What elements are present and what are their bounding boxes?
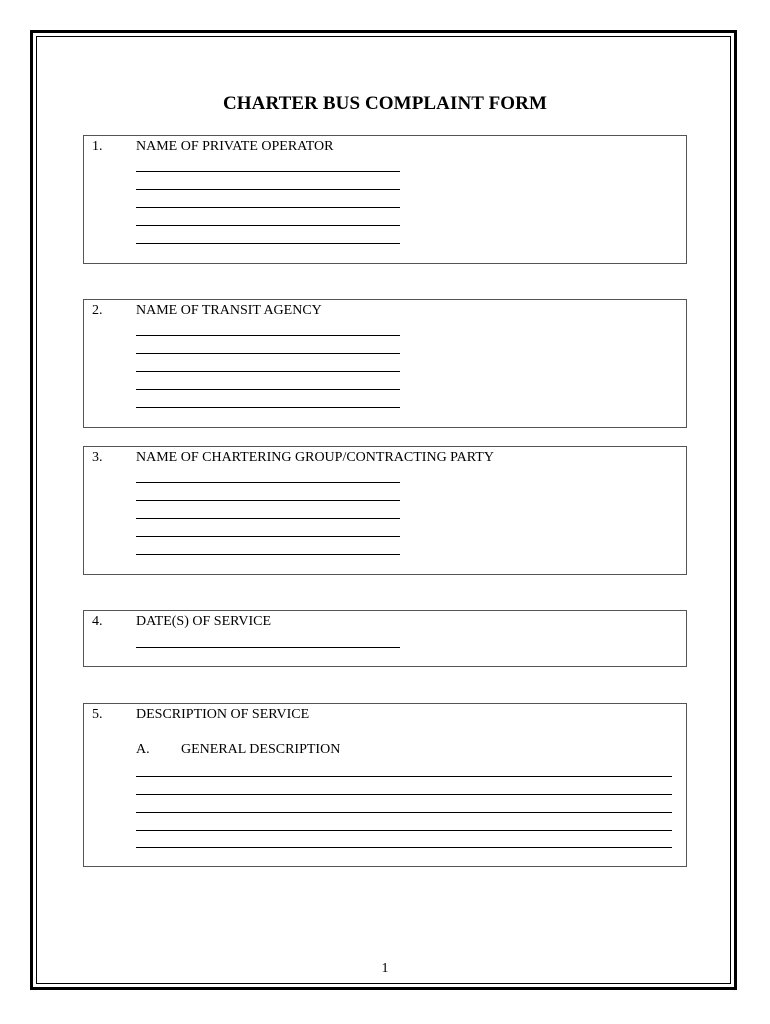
write-in-line[interactable] xyxy=(136,500,400,501)
write-in-line[interactable] xyxy=(136,171,400,172)
section-number: 1. xyxy=(92,139,103,154)
write-in-line[interactable] xyxy=(136,353,400,354)
write-in-line[interactable] xyxy=(136,207,400,208)
write-in-line[interactable] xyxy=(136,647,400,648)
write-in-line[interactable] xyxy=(136,830,672,831)
write-in-line[interactable] xyxy=(136,554,400,555)
write-in-line[interactable] xyxy=(136,189,400,190)
write-in-line[interactable] xyxy=(136,536,400,537)
subsection-label: GENERAL DESCRIPTION xyxy=(181,742,341,757)
section-number: 5. xyxy=(92,707,103,722)
section-number: 2. xyxy=(92,303,103,318)
write-in-line[interactable] xyxy=(136,518,400,519)
write-in-line[interactable] xyxy=(136,389,400,390)
write-in-line[interactable] xyxy=(136,225,400,226)
form-title: CHARTER BUS COMPLAINT FORM xyxy=(222,93,548,114)
page-number: 1 xyxy=(381,961,389,976)
subsection-letter: A. xyxy=(136,742,150,757)
section-label: NAME OF CHARTERING GROUP/CONTRACTING PARTY xyxy=(136,450,494,465)
section-transit-agency xyxy=(83,299,687,428)
section-label: NAME OF PRIVATE OPERATOR xyxy=(136,139,334,154)
write-in-line[interactable] xyxy=(136,482,400,483)
write-in-line[interactable] xyxy=(136,847,672,848)
section-dates-of-service xyxy=(83,610,687,667)
section-number: 4. xyxy=(92,614,103,629)
write-in-line[interactable] xyxy=(136,407,400,408)
section-chartering-group xyxy=(83,446,687,575)
write-in-line[interactable] xyxy=(136,243,400,244)
section-number: 3. xyxy=(92,450,103,465)
section-label: DATE(S) OF SERVICE xyxy=(136,614,271,629)
write-in-line[interactable] xyxy=(136,794,672,795)
section-label: DESCRIPTION OF SERVICE xyxy=(136,707,310,722)
write-in-line[interactable] xyxy=(136,812,672,813)
write-in-line[interactable] xyxy=(136,776,672,777)
write-in-line[interactable] xyxy=(136,335,400,336)
section-label: NAME OF TRANSIT AGENCY xyxy=(136,303,322,318)
write-in-line[interactable] xyxy=(136,371,400,372)
section-description-of-service xyxy=(83,703,687,867)
section-private-operator xyxy=(83,135,687,264)
